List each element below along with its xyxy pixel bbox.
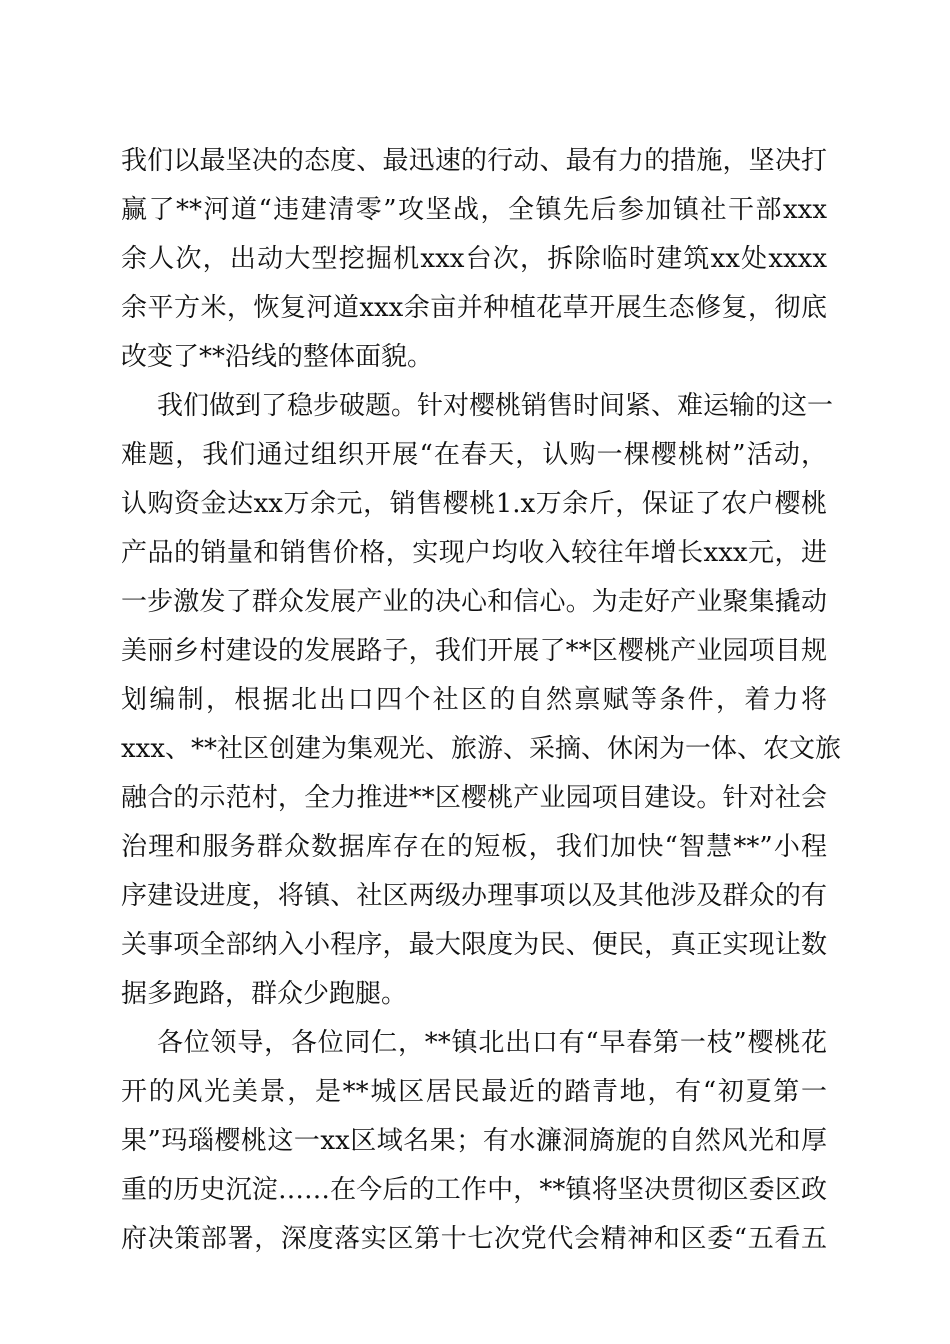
paragraph-2-line-1: 我们做到了稳步破题。针对樱桃销售时间紧、难运输的这一 (157, 391, 834, 421)
paragraph-2-line-3: 认购资金达xx万余元，销售樱桃1.x万余斤，保证了农户樱桃 (121, 489, 827, 519)
paragraph-2-line-12: 关事项全部纳入小程序，最大限度为民、便民，真正实现让数 (121, 930, 827, 960)
paragraph-2-line-11: 序建设进度，将镇、社区两级办理事项以及其他涉及群众的有 (121, 881, 827, 911)
paragraph-2-line-8: xxx、**社区创建为集观光、旅游、采摘、休闲为一体、农文旅 (121, 734, 841, 764)
paragraph-3-line-2: 开的风光美景，是**城区居民最近的踏青地，有“初夏第一 (121, 1077, 827, 1107)
paragraph-2-line-4: 产品的销量和销售价格，实现户均收入较往年增长xxx元，进 (121, 538, 827, 568)
paragraph-2-line-13: 据多跑路，群众少跑腿。 (121, 979, 408, 1009)
paragraph-3-line-5: 府决策部署，深度落实区第十七次党代会精神和区委“五看五 (121, 1224, 827, 1254)
paragraph-3-line-3: 果”玛瑙樱桃这一xx区域名果；有水濂洞旖旎的自然风光和厚 (121, 1126, 827, 1156)
paragraph-2-line-2: 难题，我们通过组织开展“在春天，认购一棵樱桃树”活动， (121, 440, 827, 470)
paragraph-3-line-4: 重的历史沉淀……在今后的工作中，**镇将坚决贯彻区委区政 (121, 1175, 827, 1205)
paragraph-2-line-7: 划编制，根据北出口四个社区的自然禀赋等条件，着力将 (121, 685, 827, 715)
paragraph-1-line-3: 余人次，出动大型挖掘机xxx台次，拆除临时建筑xx处xxxx (121, 244, 827, 274)
paragraph-1-line-4: 余平方米，恢复河道xxx余亩并种植花草开展生态修复，彻底 (121, 293, 827, 323)
paragraph-2-line-6: 美丽乡村建设的发展路子，我们开展了**区樱桃产业园项目规 (121, 636, 827, 666)
paragraph-2-line-9: 融合的示范村，全力推进**区樱桃产业园项目建设。针对社会 (121, 783, 827, 813)
paragraph-2-line-10: 治理和服务群众数据库存在的短板，我们加快“智慧**”小程 (121, 832, 827, 862)
paragraph-1-line-2: 赢了**河道“违建清零”攻坚战，全镇先后参加镇社干部xxx (121, 195, 827, 225)
paragraph-1-line-5: 改变了**沿线的整体面貌。 (121, 342, 434, 372)
paragraph-3-line-1: 各位领导，各位同仁，**镇北出口有“早春第一枝”樱桃花 (157, 1028, 827, 1058)
paragraph-2-line-5: 一步激发了群众发展产业的决心和信心。为走好产业聚集撬动 (121, 587, 827, 617)
paragraph-1-line-1: 我们以最坚决的态度、最迅速的行动、最有力的措施，坚决打 (121, 146, 827, 176)
